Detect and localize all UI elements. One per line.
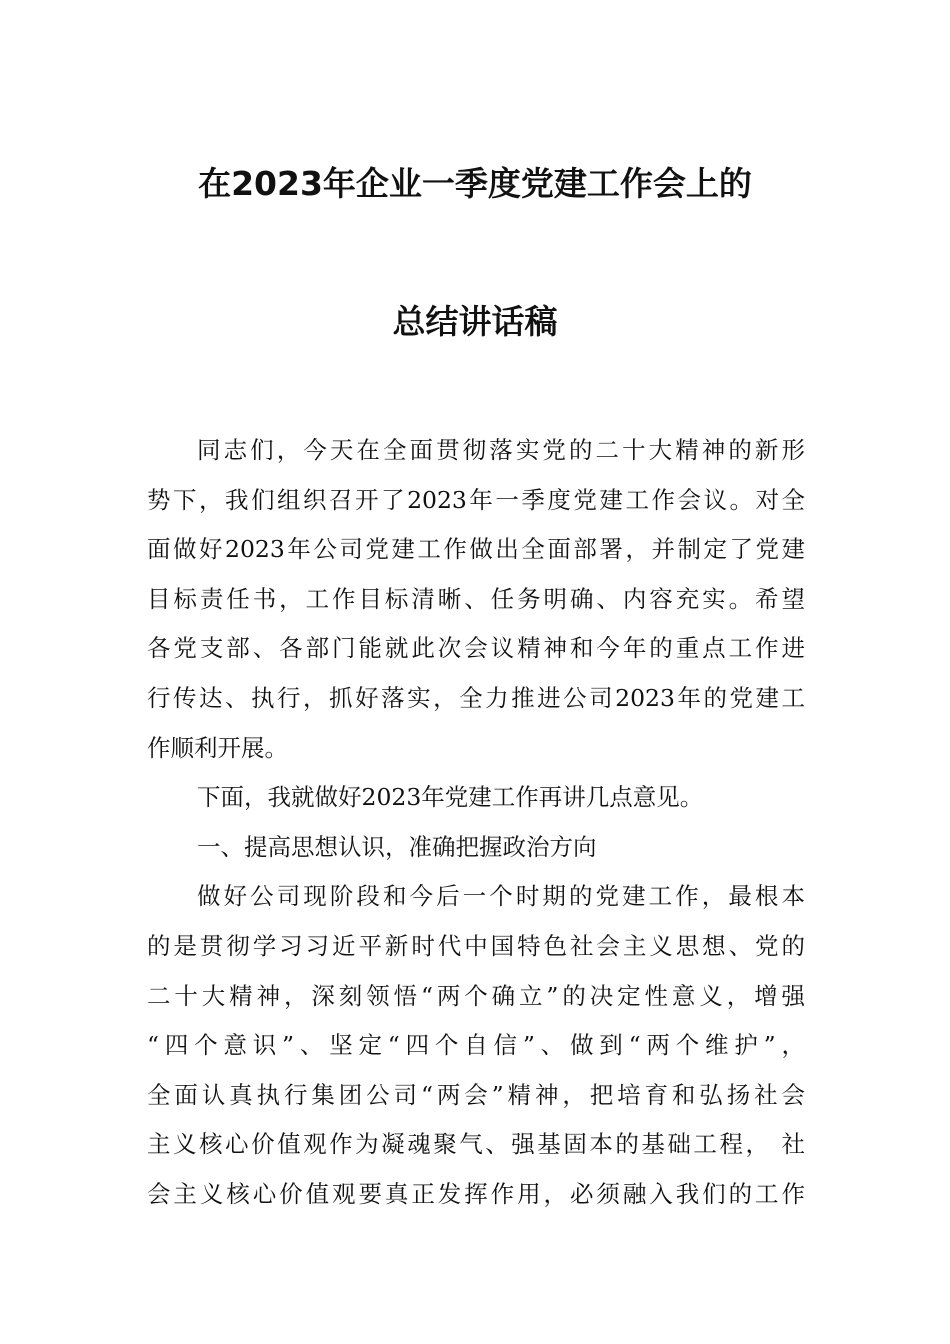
paragraph-line: 全面认真执行集团公司“两会”精神，把培育和弘扬社会 [147, 1080, 805, 1109]
paragraph-line: 的是贯彻学习习近平新时代中国特色社会主义思想、党的 [147, 931, 805, 960]
paragraph-line: 面做好2023年公司党建工作做出全面部署，并制定了党建 [147, 535, 805, 564]
paragraph-line: 各党支部、各部门能就此次会议精神和今年的重点工作进 [147, 634, 805, 663]
document-body [147, 426, 805, 1220]
paragraph-line: 目标责任书，工作目标清晰、任务明确、内容充实。希望 [147, 584, 805, 613]
paragraph-line: 主义核心价值观作为凝魂聚气、强基固本的基础工程， 社 [147, 1130, 805, 1159]
document-title-line-2: 总结讲话稿 [392, 302, 558, 341]
paragraph-line: 会主义核心价值观要真正发挥作用，必须融入我们的工作 [147, 1179, 805, 1208]
document-title-line-1: 在2023年企业一季度党建工作会上的 [198, 164, 752, 203]
paragraph-line: 下面，我就做好2023年党建工作再讲几点意见。 [197, 783, 704, 812]
paragraph-line: “四个意识”、坚定“四个自信”、做到“两个维护”， [147, 1031, 805, 1060]
paragraph-line: 势下，我们组织召开了2023年一季度党建工作会议。对全 [147, 485, 805, 514]
paragraph-line: 作顺利开展。 [147, 733, 288, 762]
section-heading: 一、提高思想认识，准确把握政治方向 [197, 832, 597, 861]
paragraph-line: 同志们，今天在全面贯彻落实党的二十大精神的新形 [197, 436, 805, 464]
paragraph-line: 二十大精神，深刻领悟“两个确立”的决定性意义，增强 [147, 981, 805, 1010]
paragraph-line: 做好公司现阶段和今后一个时期的党建工作，最根本 [197, 882, 805, 911]
paragraph-line: 行传达、执行，抓好落实，全力推进公司2023年的党建工 [147, 683, 805, 712]
